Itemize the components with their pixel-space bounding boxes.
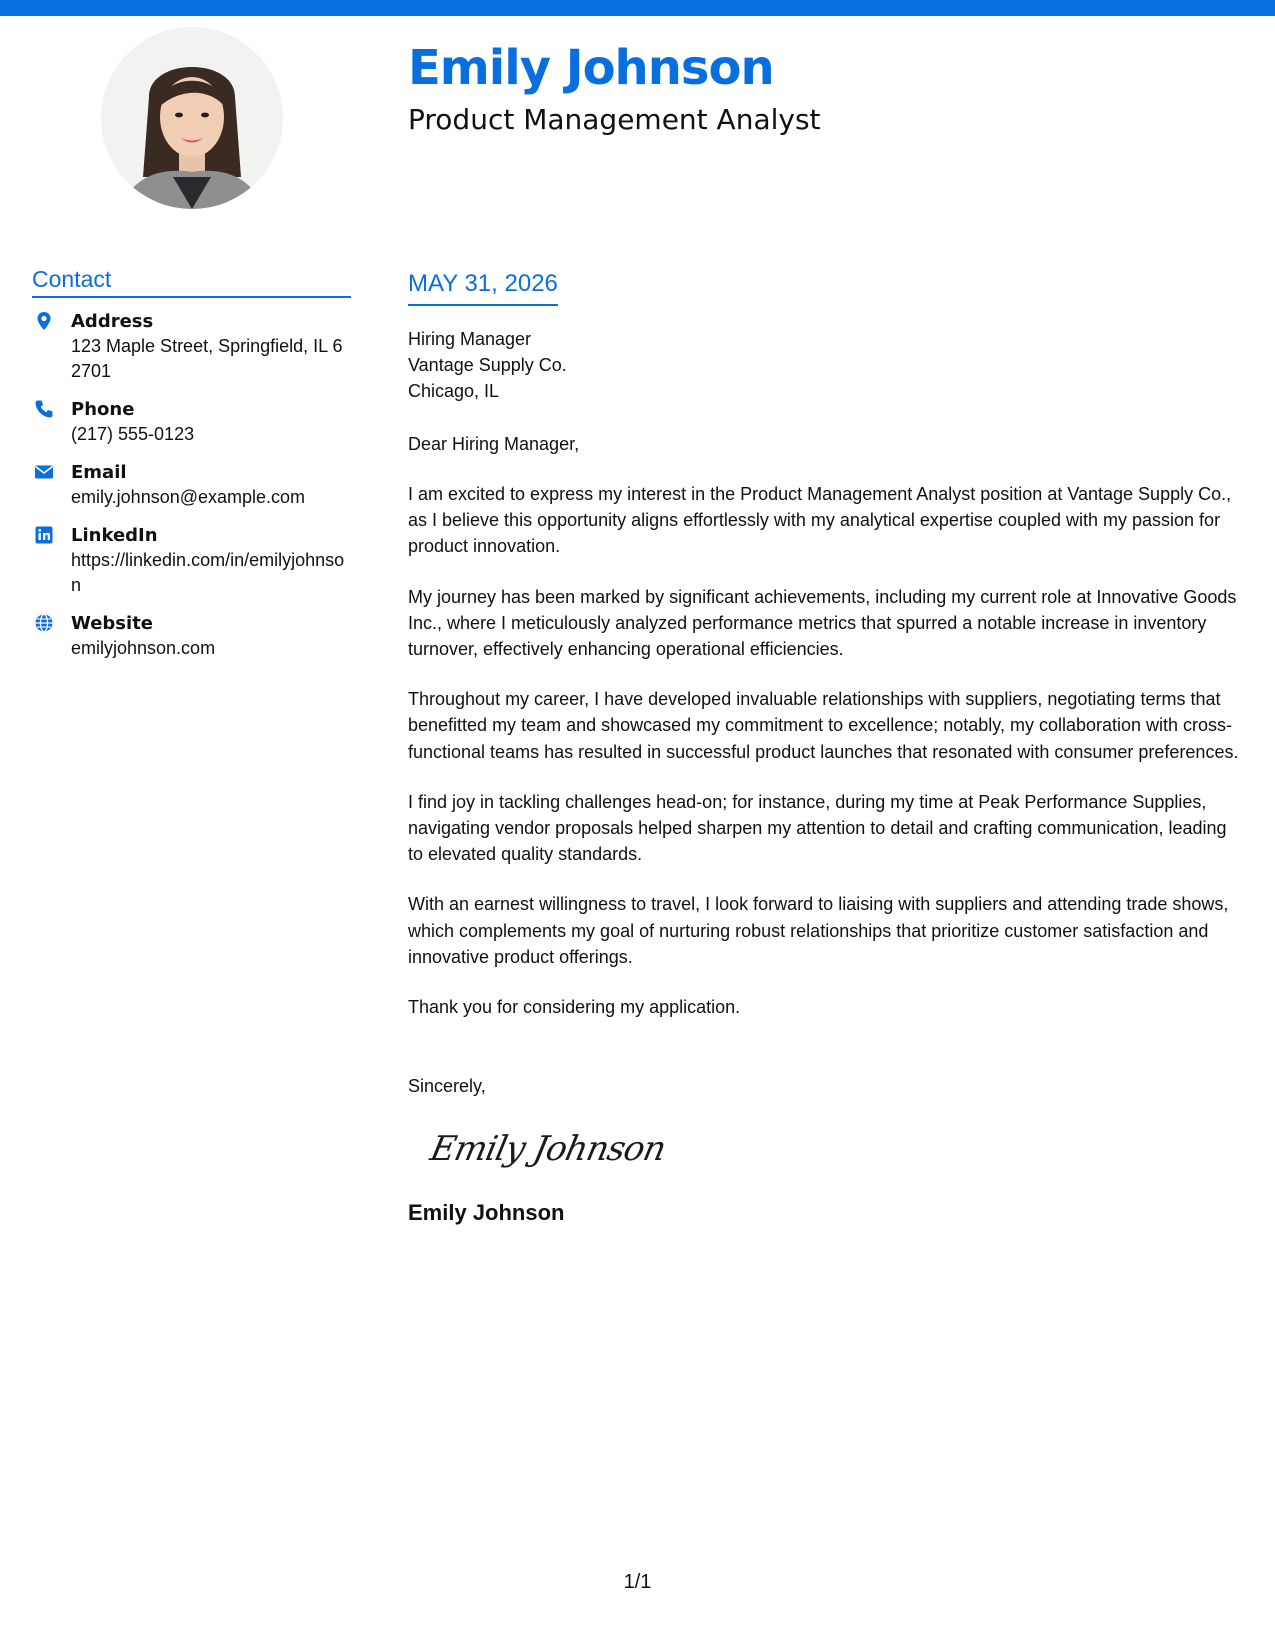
letter-date: MAY 31, 2026	[408, 270, 558, 306]
phone-icon	[34, 399, 54, 419]
recipient-line: Vantage Supply Co.	[408, 355, 567, 375]
contact-heading: Contact	[32, 266, 351, 298]
contact-label: Address	[71, 311, 154, 332]
contact-label: Phone	[71, 399, 135, 420]
contact-website	[32, 612, 351, 661]
contact-value[interactable]: emily.johnson@example.com	[71, 487, 306, 507]
envelope-icon	[34, 462, 54, 482]
recipient-line: Chicago, IL	[408, 381, 500, 401]
contact-address	[32, 310, 351, 384]
top-accent-bar	[0, 0, 1275, 16]
salutation: Dear Hiring Manager,	[408, 434, 580, 454]
letter-paragraph: I am excited to express my interest in the Product Management Analyst position at Vantage Supply Co., as I believe this opportunity aligns effortlessly with my analytical expertise coupled with my passion for product innovation.	[408, 484, 1232, 557]
recipient-block	[408, 326, 1240, 404]
contact-label: LinkedIn	[71, 525, 158, 546]
contact-phone	[32, 398, 351, 447]
recipient-line: Hiring Manager	[408, 329, 532, 349]
letter-paragraph: With an earnest willingness to travel, I look forward to liaising with suppliers and attending trade shows, which complements my goal of nurturing robust relationships that prioritize customer satisfaction and innovative product offerings.	[408, 894, 1229, 967]
letter-paragraph: Throughout my career, I have developed invaluable relationships with suppliers, negotiating terms that benefitted my team and showcased my commitment to excellence; notably, my collaboration with cross-functional teams has resulted in successful product launches that resonated with consumer preferences.	[408, 689, 1239, 762]
letter-paragraph: I find joy in tackling challenges head-on; for instance, during my time at Peak Performance Supplies, navigating vendor proposals helped sharpen my attention to detail and crafting communication, leading to elevated quality standards.	[408, 791, 1227, 865]
contact-value[interactable]: emilyjohnson.com	[71, 638, 216, 658]
applicant-name: Emily Johnson	[408, 40, 774, 96]
contact-sidebar	[32, 266, 351, 675]
contact-label: Email	[71, 462, 127, 483]
signer-name: Emily Johnson	[408, 1200, 565, 1226]
contact-email	[32, 461, 351, 510]
map-pin-icon	[34, 311, 54, 331]
handwritten-signature: Emily Johnson	[426, 1129, 669, 1170]
letter-body	[408, 270, 1240, 1227]
page-number: 1/1	[623, 1571, 652, 1593]
job-title: Product Management Analyst	[408, 103, 821, 136]
contact-value[interactable]: https://linkedin.com/in/emilyjohnson	[71, 550, 345, 595]
letter-paragraph: Thank you for considering my application.	[408, 997, 741, 1018]
contact-value: 123 Maple Street, Springfield, IL 62701	[71, 336, 343, 381]
linkedin-icon	[34, 525, 54, 545]
globe-icon	[34, 613, 54, 633]
letter-paragraph: My journey has been marked by significant achievements, including my current role at Innovative Goods Inc., where I meticulously analyzed performance metrics that spurred a notable increase in inventory turnover, effectively enhancing operational efficiencies.	[408, 586, 1237, 660]
contact-linkedin	[32, 524, 351, 598]
contact-label: Website	[71, 613, 154, 634]
closing: Sincerely,	[408, 1076, 486, 1097]
profile-photo	[101, 27, 283, 209]
contact-value: (217) 555-0123	[71, 424, 195, 444]
